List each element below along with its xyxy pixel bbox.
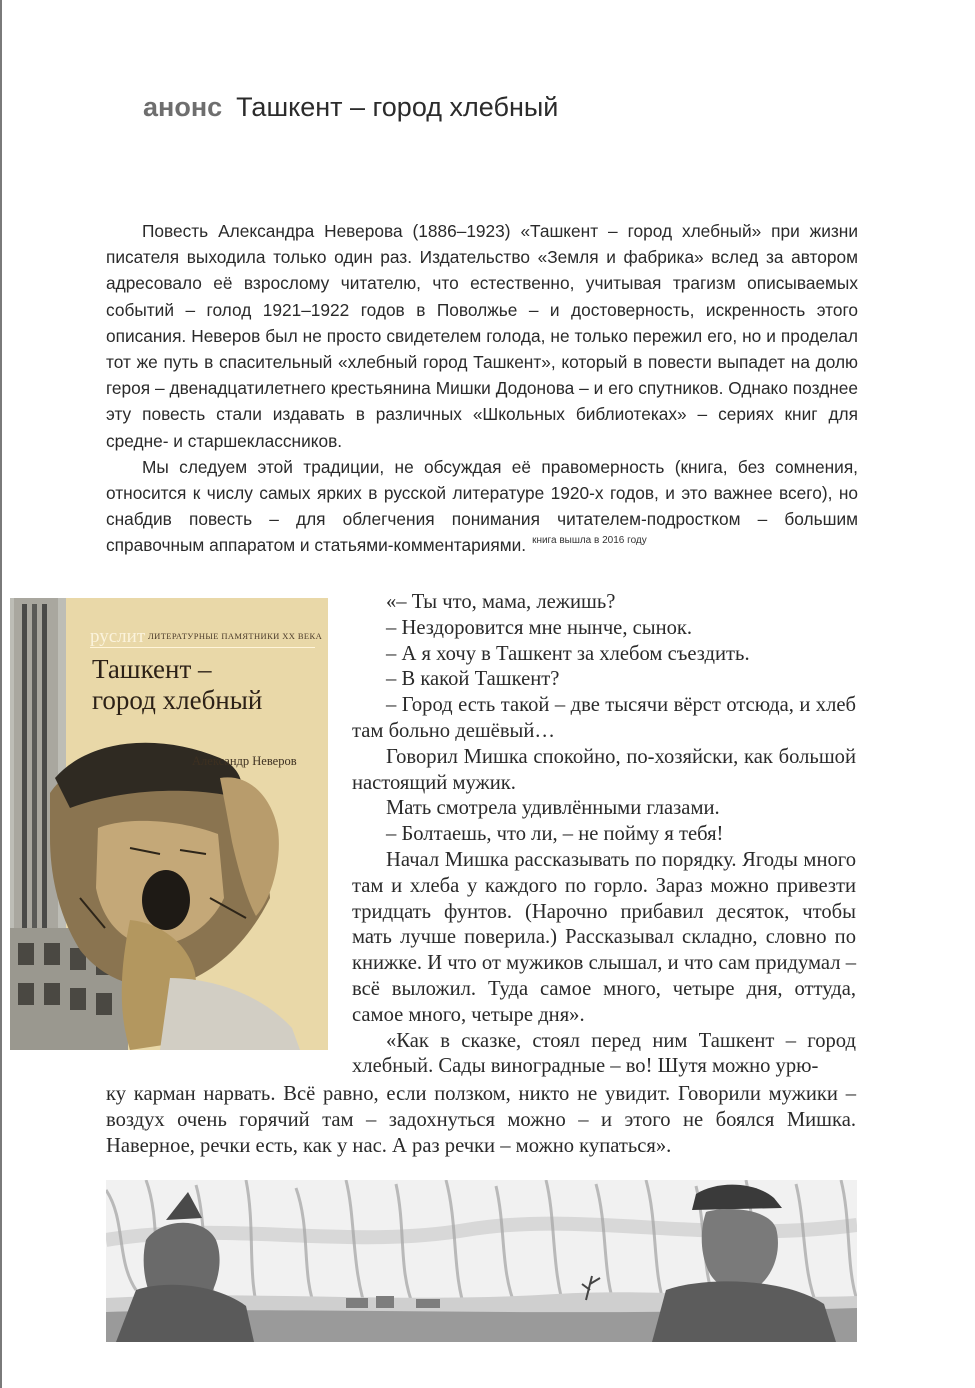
cover-title — [92, 654, 322, 716]
intro-text — [106, 218, 858, 559]
excerpt-paragraph: – Город есть такой – две тысячи вёрст отсюда, и хлеб там больно дешёвый… — [352, 694, 856, 742]
excerpt-paragraph: ку карман нарвать. Всё равно, если ползком, никто не увидит. Говорили мужики – воздух очень горячий там – задохнуться можно – и этого не боялся Мишка. Наверное, речки есть, как у нас. А раз речки – можно купаться». — [106, 1083, 856, 1157]
excerpt-paragraph: Мать смотрела удивлёнными глазами. — [386, 797, 720, 820]
cover-title-line: Ташкент – — [92, 654, 212, 684]
section-kicker: анонс — [143, 92, 223, 122]
excerpt-paragraph: Начал Мишка рассказывать по порядку. Ягоды много там и хлеба у каждого по горло. Зараз можно привезти тридцать фунтов. (Нарочно прибавил десяток, чтобы мать лучше поверила.) Рассказывал складно, словно по книжке. И что от мужиков слышал, и что сам придумал – всё выложил. Туда самое много, четыре дня, оттуда, самое много, четыре дня». — [352, 848, 856, 1026]
intro-paragraph-text: Мы следуем этой традиции, не обсуждая её правомерность (книга, без сомнения, относится к числу самых ярких в русской литературе 1920-х годов, и это важнее всего), но снабдив повесть – для облегчения понимания читателем-подростком – большим справочным аппаратом и статьями-комментариями. — [106, 456, 858, 556]
cover-series-name: руслит — [90, 626, 146, 647]
cover-author: Александр Неверов — [192, 754, 297, 768]
excerpt-paragraph: – А я хочу в Ташкент за хлебом съездить. — [386, 642, 750, 665]
book-cover — [10, 598, 328, 1050]
excerpt-paragraph: «Как в сказке, стоял перед ним Ташкент – город хлебный. Сады виноградные – во! Шутя можно урю- — [352, 1029, 856, 1078]
publication-note: книга вышла в 2016 году — [532, 535, 647, 547]
excerpt-paragraph: – Болтаешь, что ли, – не пойму я тебя! — [386, 823, 724, 846]
page-title: Ташкент – город хлебный — [236, 92, 559, 122]
excerpt-paragraph: «– Ты что, мама, лежишь? — [386, 591, 616, 613]
cover-series-subtitle: ЛИТЕРАТУРНЫЕ ПАМЯТНИКИ XX ВЕКА — [148, 631, 323, 641]
page-edge-rule — [0, 0, 2, 1388]
book-excerpt-continuation — [106, 1082, 856, 1159]
excerpt-paragraph: – Нездоровится мне нынче, сынок. — [386, 616, 693, 639]
page-header — [143, 92, 558, 123]
bottom-illustration — [106, 1180, 857, 1342]
field-scene-drawing — [106, 1180, 857, 1342]
intro-paragraph — [106, 454, 858, 559]
cover-title-line: город хлебный — [92, 685, 263, 715]
intro-paragraph: Повесть Александра Неверова (1886–1923) «Ташкент – город хлебный» при жизни писателя выходила только один раз. Издательство «Земля и фабрика» вслед за автором адресовало её взрослому читателю, что естественно, учитывая трагизм описываемых событий – голод 1921–1922 годов в Поволжье – и достоверность, искренность этого описания. Неверов был не просто свидетелем голода, не только пережил его, но и проделал тот же путь в спасительный «хлебный город Ташкент», который в повести выпадет на долю героя – двенадцатилетнего крестьянина Мишки Додонова – и его спутников. Однако позднее эту повесть стали издавать в различных «Школьных библиотеках» – сериях книг для средне- и старшеклассников. — [106, 221, 858, 451]
book-excerpt — [352, 590, 856, 1080]
excerpt-paragraph: – В какой Ташкент? — [386, 668, 560, 691]
excerpt-paragraph: Говорил Мишка спокойно, по-хозяйски, как большой настоящий мужик. — [352, 745, 856, 794]
